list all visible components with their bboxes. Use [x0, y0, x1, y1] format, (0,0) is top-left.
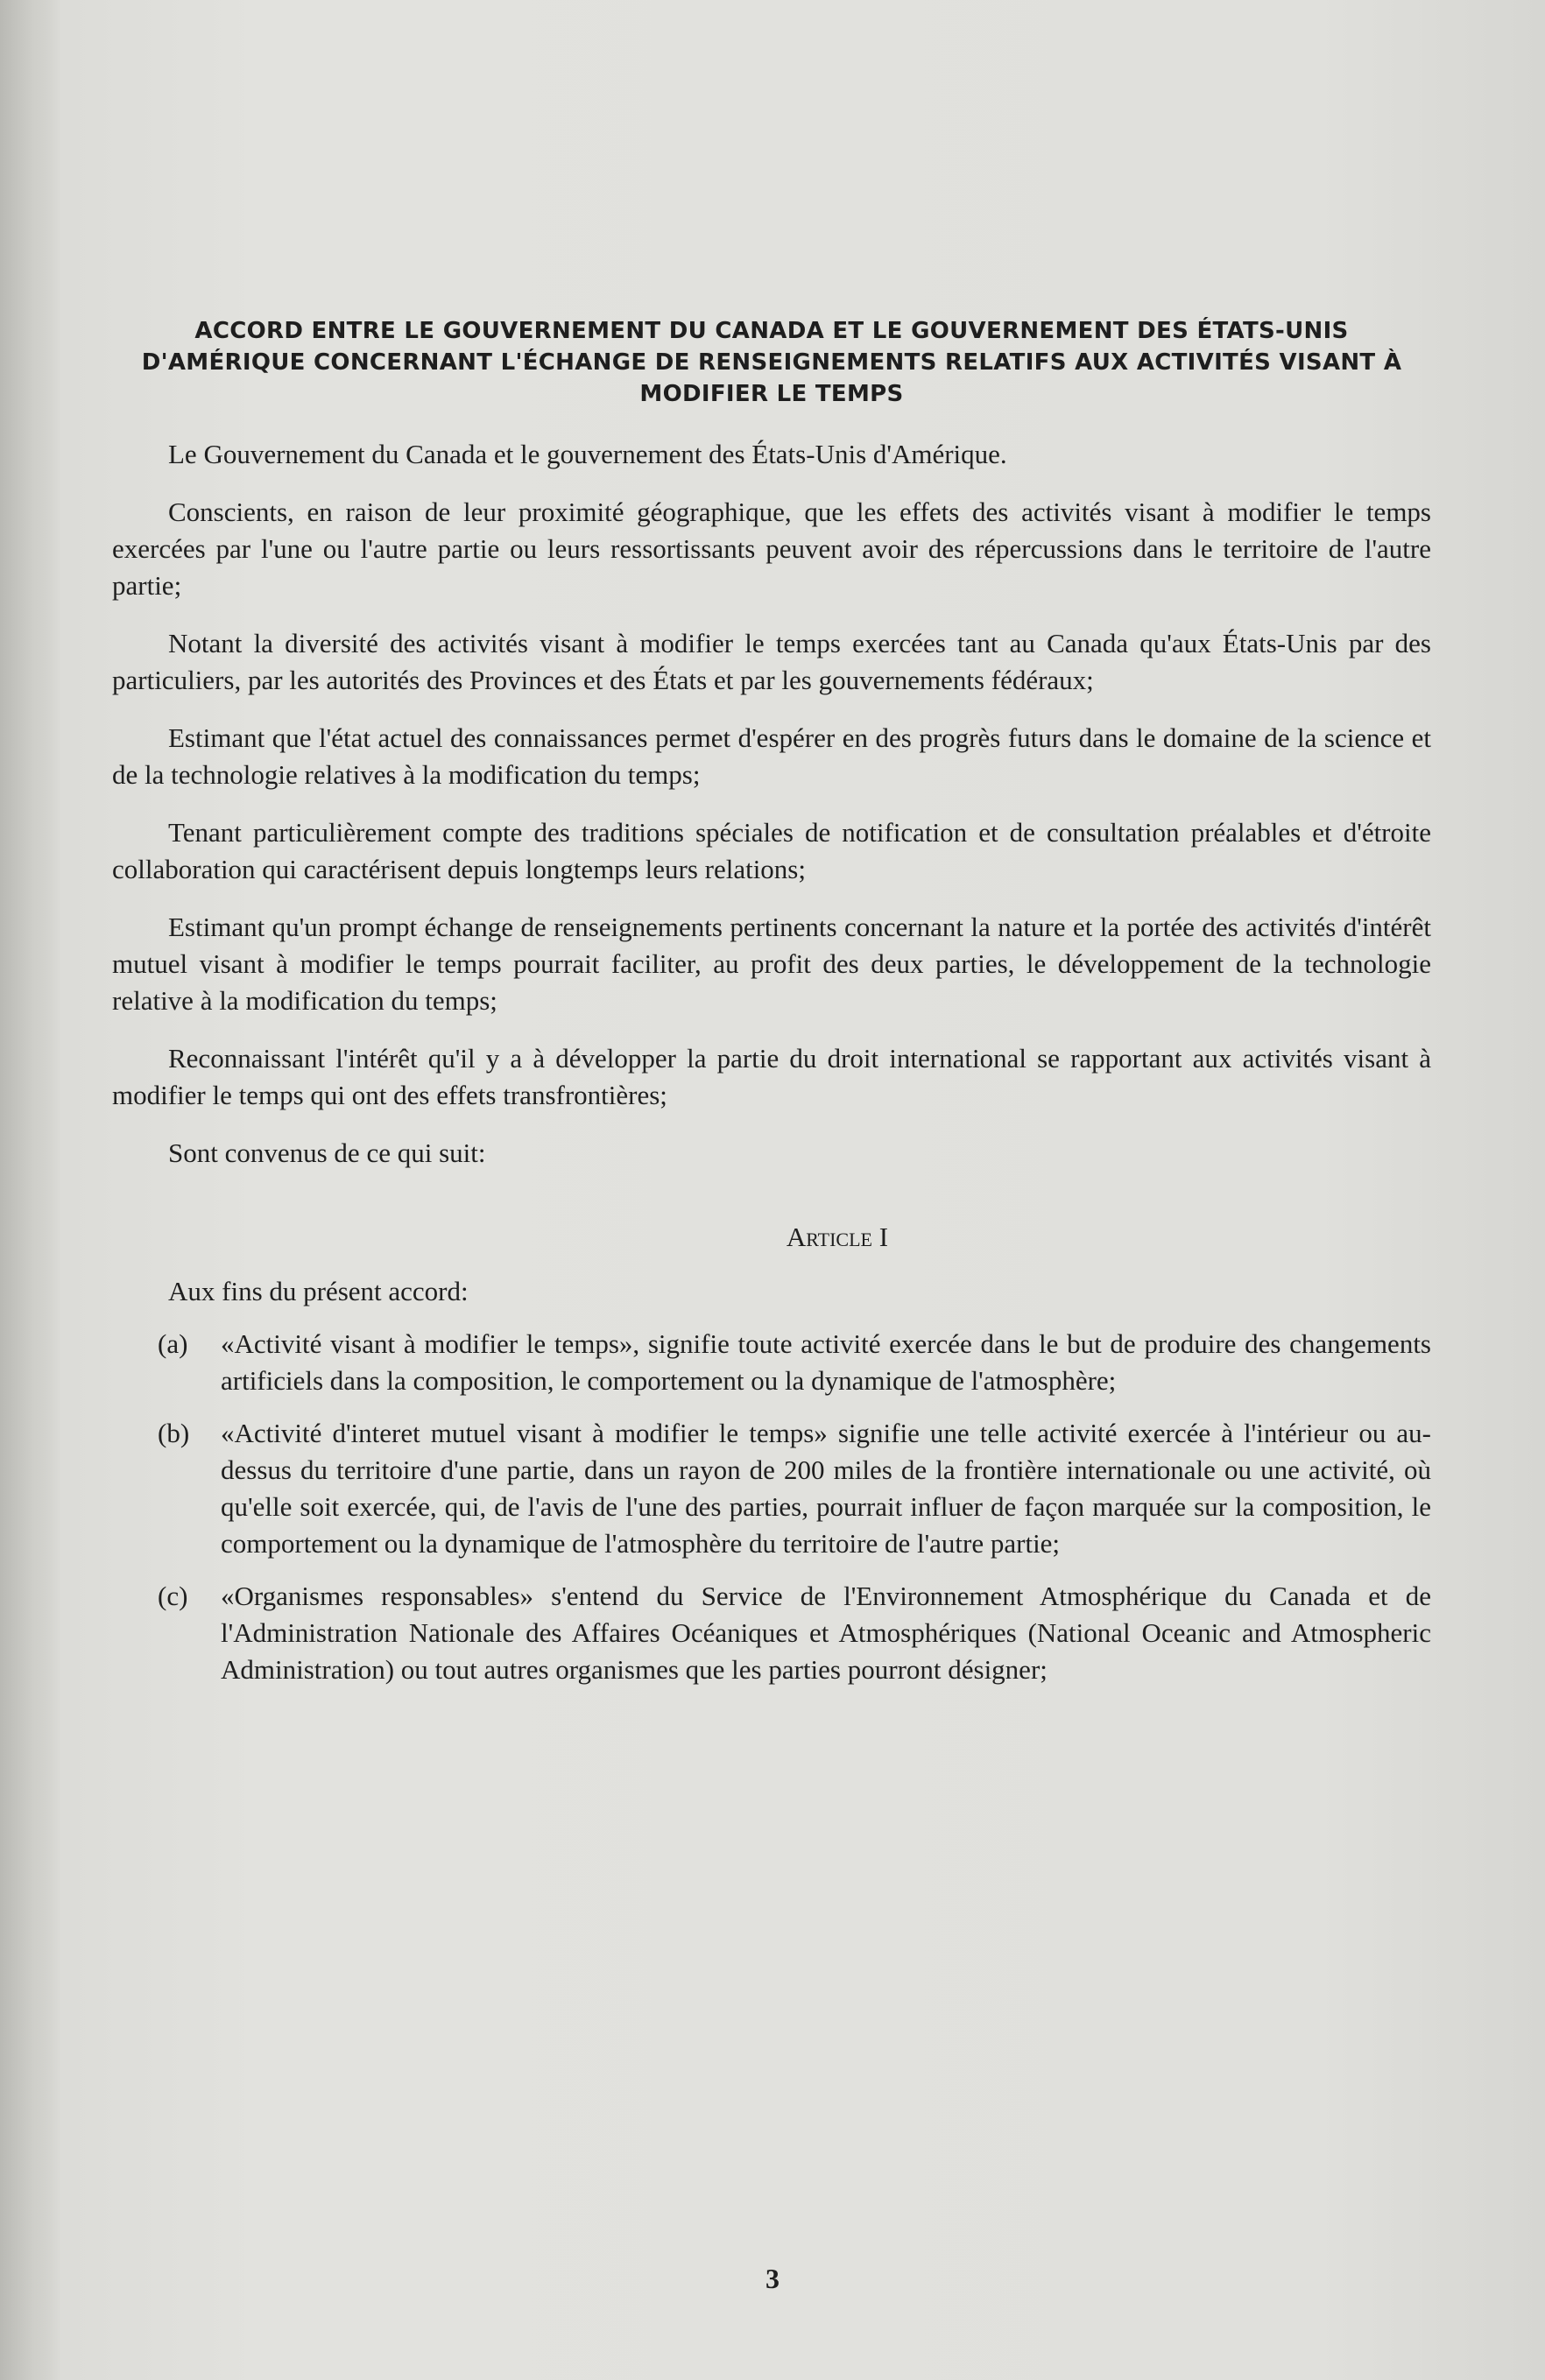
definition-item-b [158, 1415, 1431, 1562]
paragraph-tenant: Tenant particulièrement compte des traditions spéciales de notification et de consultation préalables et d'étroite collaboration qui caractérisent depuis longtemps leurs relations; [112, 817, 1431, 884]
show-through-text [175, 96, 1471, 327]
paragraph-sont-convenus: Sont convenus de ce qui suit: [168, 1137, 486, 1168]
article-lead: Aux fins du présent accord: [168, 1276, 469, 1306]
item-label: (b) [158, 1418, 190, 1448]
item-text: «Activité d'interet mutuel visant à modifier le temps» signifie une telle activité exercée à l'intérieur ou au-dessus du territoire d'une partie, dans un rayon de 200 miles de la frontière internationale ou une activité, où qu'elle soit exercée, qui, de l'avis de l'une des parties, pourrait influer de façon marquée sur la composition, le comportement ou la dynamique de l'atmosphère du territoire de l'autre partie; [221, 1418, 1431, 1559]
article-heading: Article I [786, 1222, 889, 1252]
item-label: (a) [158, 1328, 188, 1359]
paragraph-conscients: Conscients, en raison de leur proximité géographique, que les effets des activités visant à modifier le temps exercées par l'une ou l'autre partie ou leurs ressortissants peuvent avoir des répercussions dans le territoire de l'autre partie; [112, 496, 1431, 601]
definition-item-a [158, 1326, 1431, 1399]
agreement-title: ACCORD ENTRE LE GOUVERNEMENT DU CANADA ET LE GOUVERNEMENT DES ÉTATS-UNIS D'AMÉRIQUE CONCERNANT L'ÉCHANGE DE RENSEIGNEMENTS RELATIFS AUX ACTIVITÉS VISANT À MODIFIER LE TEMPS [141, 318, 1402, 407]
paragraph-preamble: Le Gouvernement du Canada et le gouvernement des États-Unis d'Amérique. [168, 439, 1007, 469]
paragraph-estimant-2: Estimant qu'un prompt échange de renseignements pertinents concernant la nature et la portée des activités d'intérêt mutuel visant à modifier le temps pourrait faciliter, au profit des deux parties, le développement de la technologie relative à la modification du temps; [112, 912, 1431, 1016]
paragraph-reconnaissant: Reconnaissant l'intérêt qu'il y a à développer la partie du droit international se rapportant aux activités visant à modifier le temps qui ont des effets transfrontières; [112, 1043, 1431, 1110]
paragraph-estimant-1: Estimant que l'état actuel des connaissances permet d'espérer en des progrès futurs dans le domaine de la science et de la technologie relatives à la modification du temps; [112, 722, 1431, 790]
item-text: «Activité visant à modifier le temps», signifie toute activité exercée dans le but de produire des changements artificiels dans la composition, le comportement ou la dynamique de l'atmosphère; [221, 1328, 1431, 1396]
item-label: (c) [158, 1581, 188, 1611]
paragraph-notant: Notant la diversité des activités visant à modifier le temps exercées tant au Canada qu'aux États-Unis par des particuliers, par les autorités des Provinces et des États et par les gouvernements fédéraux; [112, 628, 1431, 695]
book-spine-shadow [0, 0, 61, 2380]
page-content [112, 315, 1431, 1704]
page-number: 3 [765, 2263, 780, 2294]
definition-item-c [158, 1578, 1431, 1688]
item-text: «Organismes responsables» s'entend du Service de l'Environnement Atmosphérique du Canada et de l'Administration Nationale des Affaires Océaniques et Atmosphériques (National Oceanic and Atmospheric Administration) ou tout autres organismes que les parties pourront désigner; [221, 1581, 1431, 1685]
